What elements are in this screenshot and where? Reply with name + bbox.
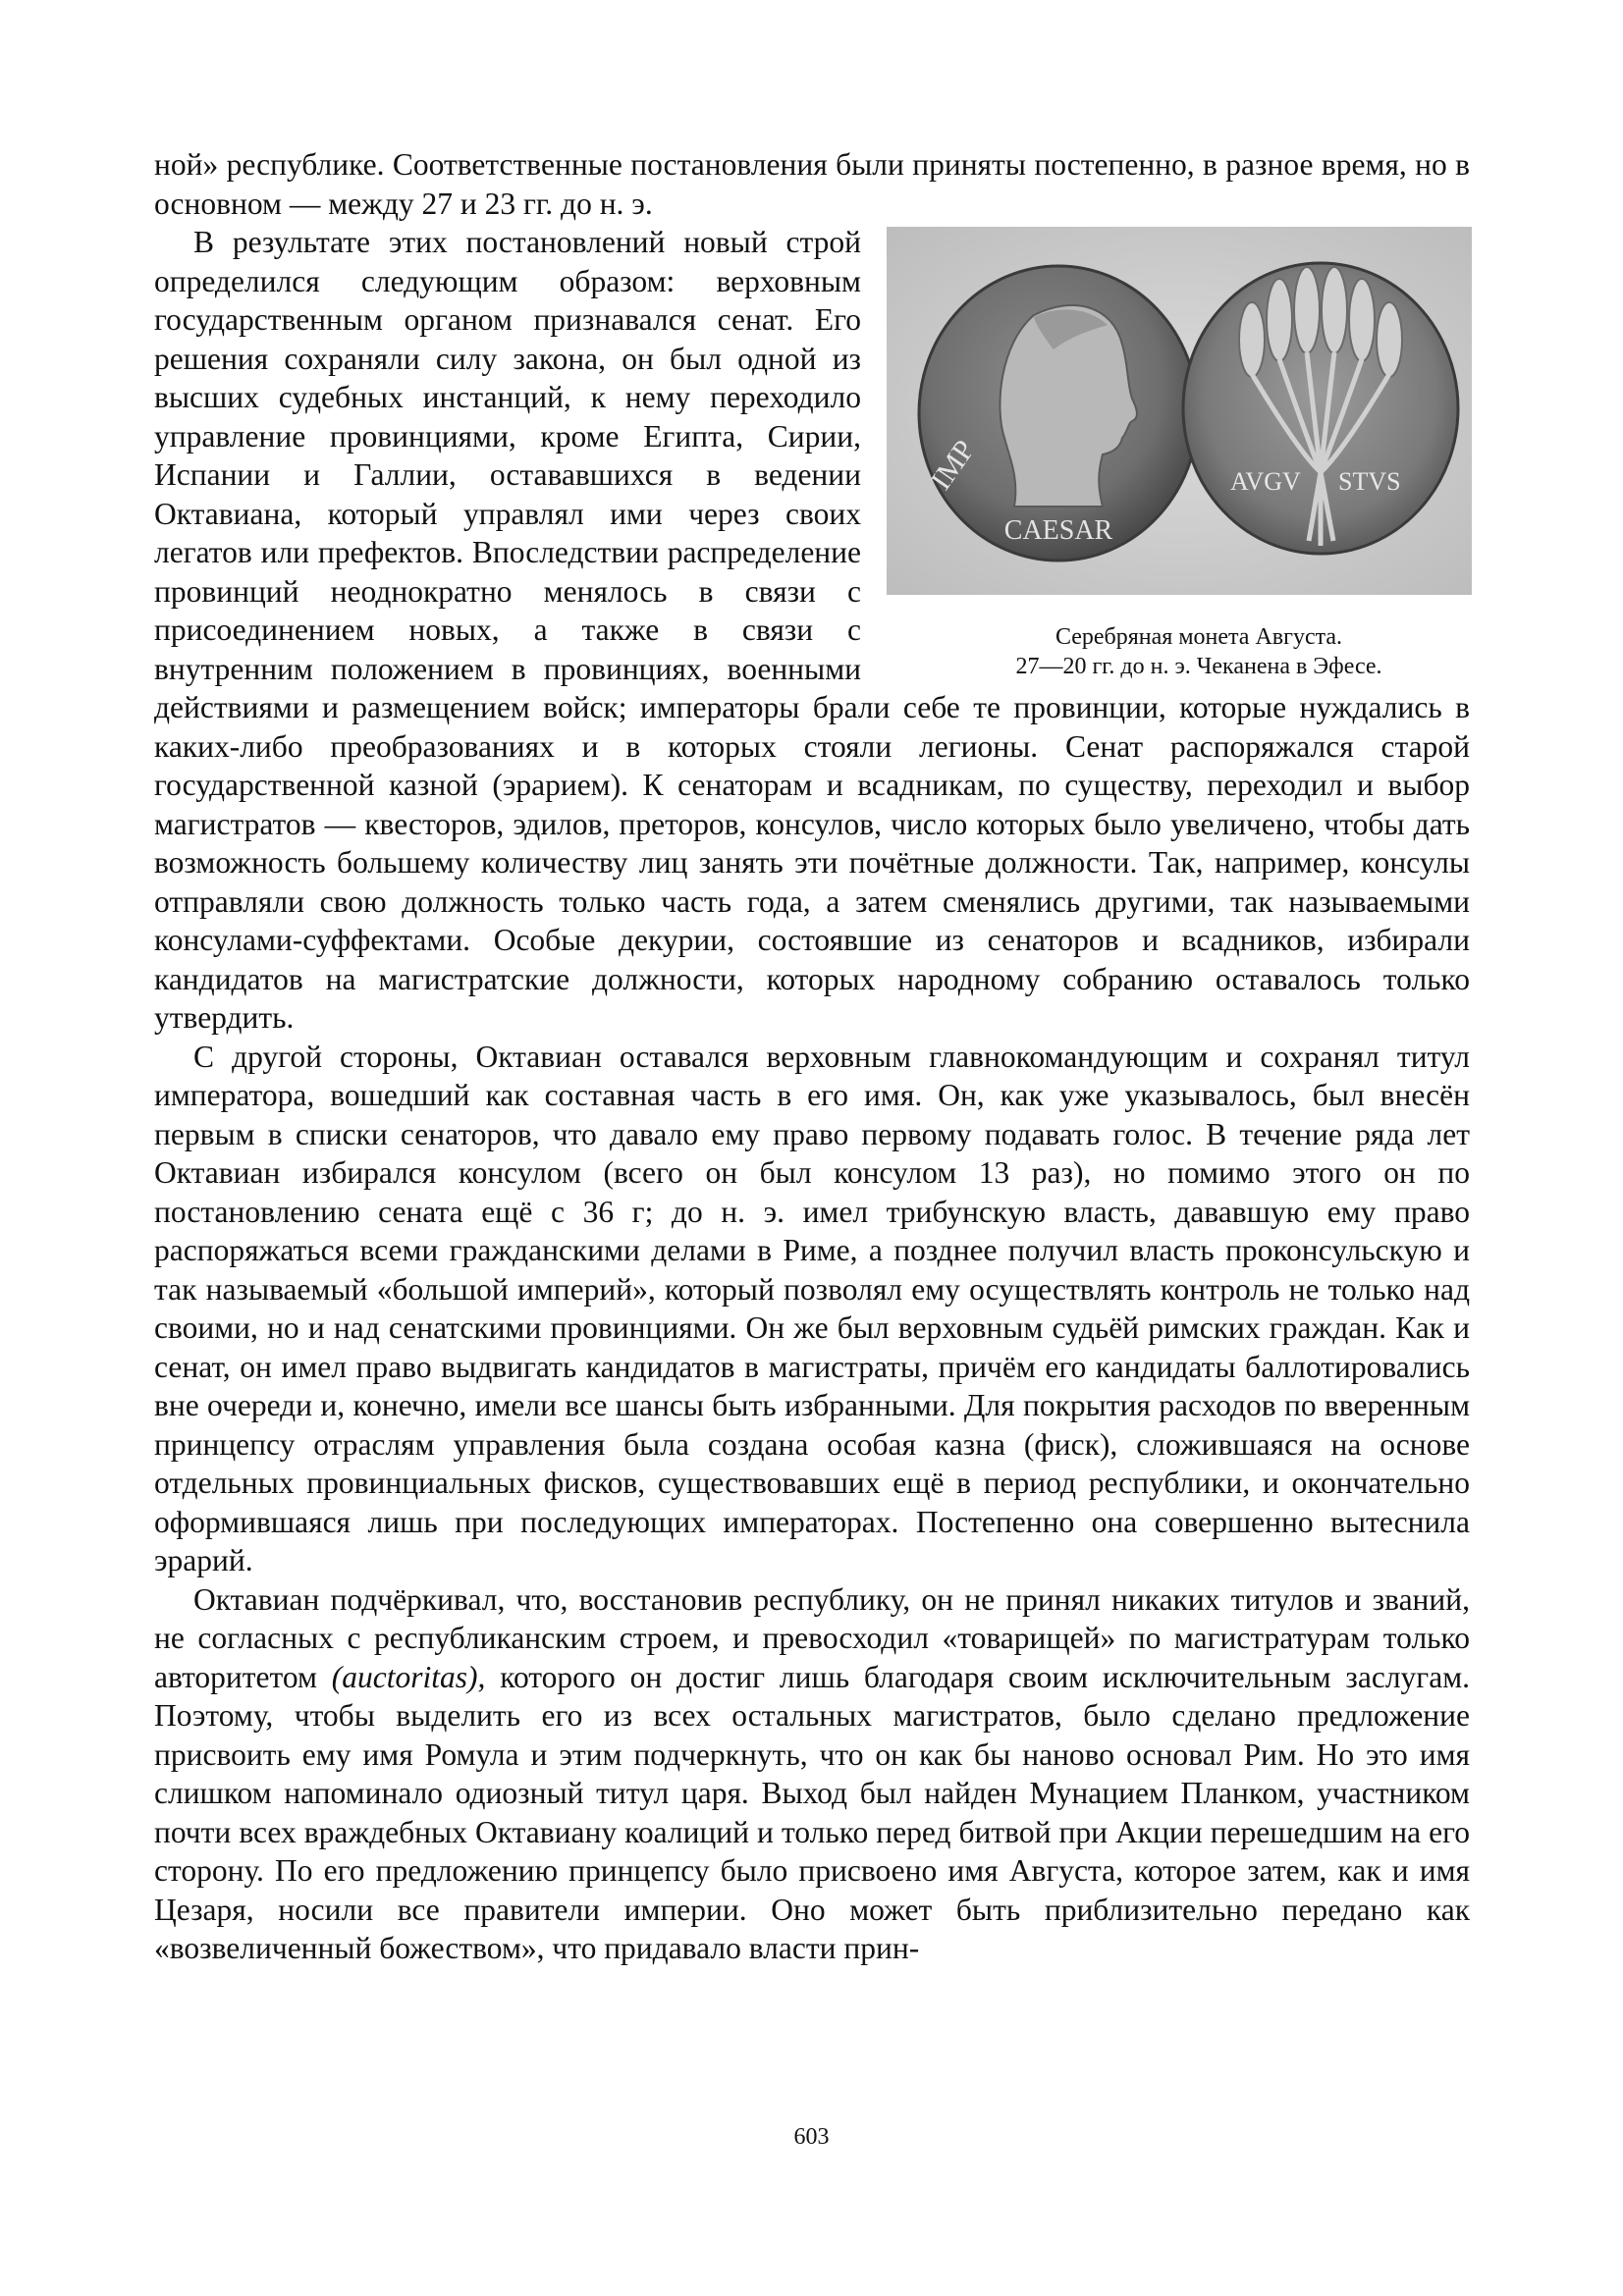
paragraph-4-end: которого он достиг лишь благодаря своим исключительным заслугам. Поэтому, чтобы выделить его из всех остальных магистратов, было сделано предложение присвоить ему имя Ромула и этим подчеркнуть, что он как бы наново основал Рим. Но это имя слишком напоминало одиозный титул царя. Выход был найден Мунацием Планком, участником почти всех враждебных Октавиану коалиций и только перед битвой при Акции перешедшим на его сторону. По его предложению принцепсу было присвоено имя Августа, которое затем, как и имя Цезаря, носили все правители империи. Оно может быть приблизительно передано как «возвеличенный божеством», что придавало власти прин- (154, 1659, 1471, 1965)
coin-left-legend-1: IMP (924, 434, 982, 497)
page-number: 603 (793, 2124, 830, 2150)
coin-right-legend-1: AVGV (1230, 467, 1301, 496)
page-text (154, 145, 1470, 1968)
paragraph-2 (154, 223, 1470, 1038)
paragraph-1: ной» республике. Соответственные постановления были приняты постепенно, в разное время, но в основном — между 27 и 23 гг. до н. э. (154, 147, 1470, 221)
coin-illustration (887, 227, 1472, 595)
coin-obverse (919, 266, 1198, 561)
coin-right-legend-2: STVS (1338, 467, 1401, 496)
paragraph-4 (154, 1580, 1470, 1968)
caption-line-2: 27—20 гг. до н. э. Чеканена в Эфесе. (1015, 654, 1382, 679)
paragraph-3: С другой стороны, Октавиан оставался верховным главнокомандующим и сохранял титул императора, вошедший как составная часть в его имя. Он, как уже указывалось, был внесён первым в списки сенаторов, что давало ему право первому подавать голос. В течение ряда лет Октавиан избирался консулом (всего он был консулом 13 раз), но помимо этого он по постановлению сената ещё с 36 г; до н. э. имел трибунскую власть, дававшую ему право распоряжаться всеми гражданскими делами в Риме, а позднее получил власть проконсульскую и так называемый «большой империй», который позволял ему осуществлять контроль не только над своими, но и над сенатскими провинциями. Он же был верховным судьёй римских граждан. Как и сенат, он имел право выдвигать кандидатов в магистраты, причём его кандидаты баллотировались вне очереди и, конечно, имели все шансы быть избранными. Для покрытия расходов по вверенным принцепсу отраслям управления была создана особая казна (фиск), сложившаяся на основе отдельных провинциальных фисков, существовавших ещё в период республики, и окончательно оформившаяся лишь при последующих императорах. Постепенно она совершенно вытеснила эрарий. (154, 1039, 1470, 1577)
coin-figure (887, 227, 1472, 681)
coin-reverse (1183, 263, 1458, 554)
coin-photo (887, 227, 1472, 595)
coin-left-legend-2: CAESAR (1003, 515, 1113, 546)
paragraph-4-start: Октавиан подчёркивал, что, восстановив республику, он не принял никаких титулов и званий, не согласных с республиканским строем, и превосходил «товарищей» по магистратурам только авторитетом (154, 1581, 1470, 1694)
paragraph-2-text: В результате этих постановлений новый строй определился следующим образом: верховным государственным органом признавался сенат. Его решения сохраняли силу закона, он был одной из высших судебных инстанций, к нему переходило управление провинциями, кроме Египта, Сирии, Испании и Галлии, остававшихся в ведении Октавиана, который управлял ими через своих легатов или префектов. Впоследствии распределение провинций неоднократно менялось в связи с присоединением новых, а также в связи с внутренним положением в провинциях, военными действиями и размещением войск; императоры брали себе те провинции, которые нуждались в каких-либо преобразованиях и в которых стояли легионы. Сенат распоряжался старой государственной казной (эрарием). К сенаторам и всадникам, по существу, переходил и выбор магистратов — квесторов, эдилов, преторов, консулов, число которых было увеличено, чтобы дать возможность большему количеству лиц занять эти почётные должности. Так, например, консулы отправляли свою должность только часть года, а затем сменялись другими, так называемыми консулами-суффектами. Особые декурии, состоявшие из сенаторов и всадников, избирали кандидатов на магистратские должности, которых народному собранию оставалось только утвердить. (154, 225, 1470, 1035)
figure-caption (887, 622, 1472, 681)
latin-term: (auctoritas), (331, 1659, 486, 1694)
caption-line-1: Серебряная монета Августа. (1055, 624, 1343, 650)
